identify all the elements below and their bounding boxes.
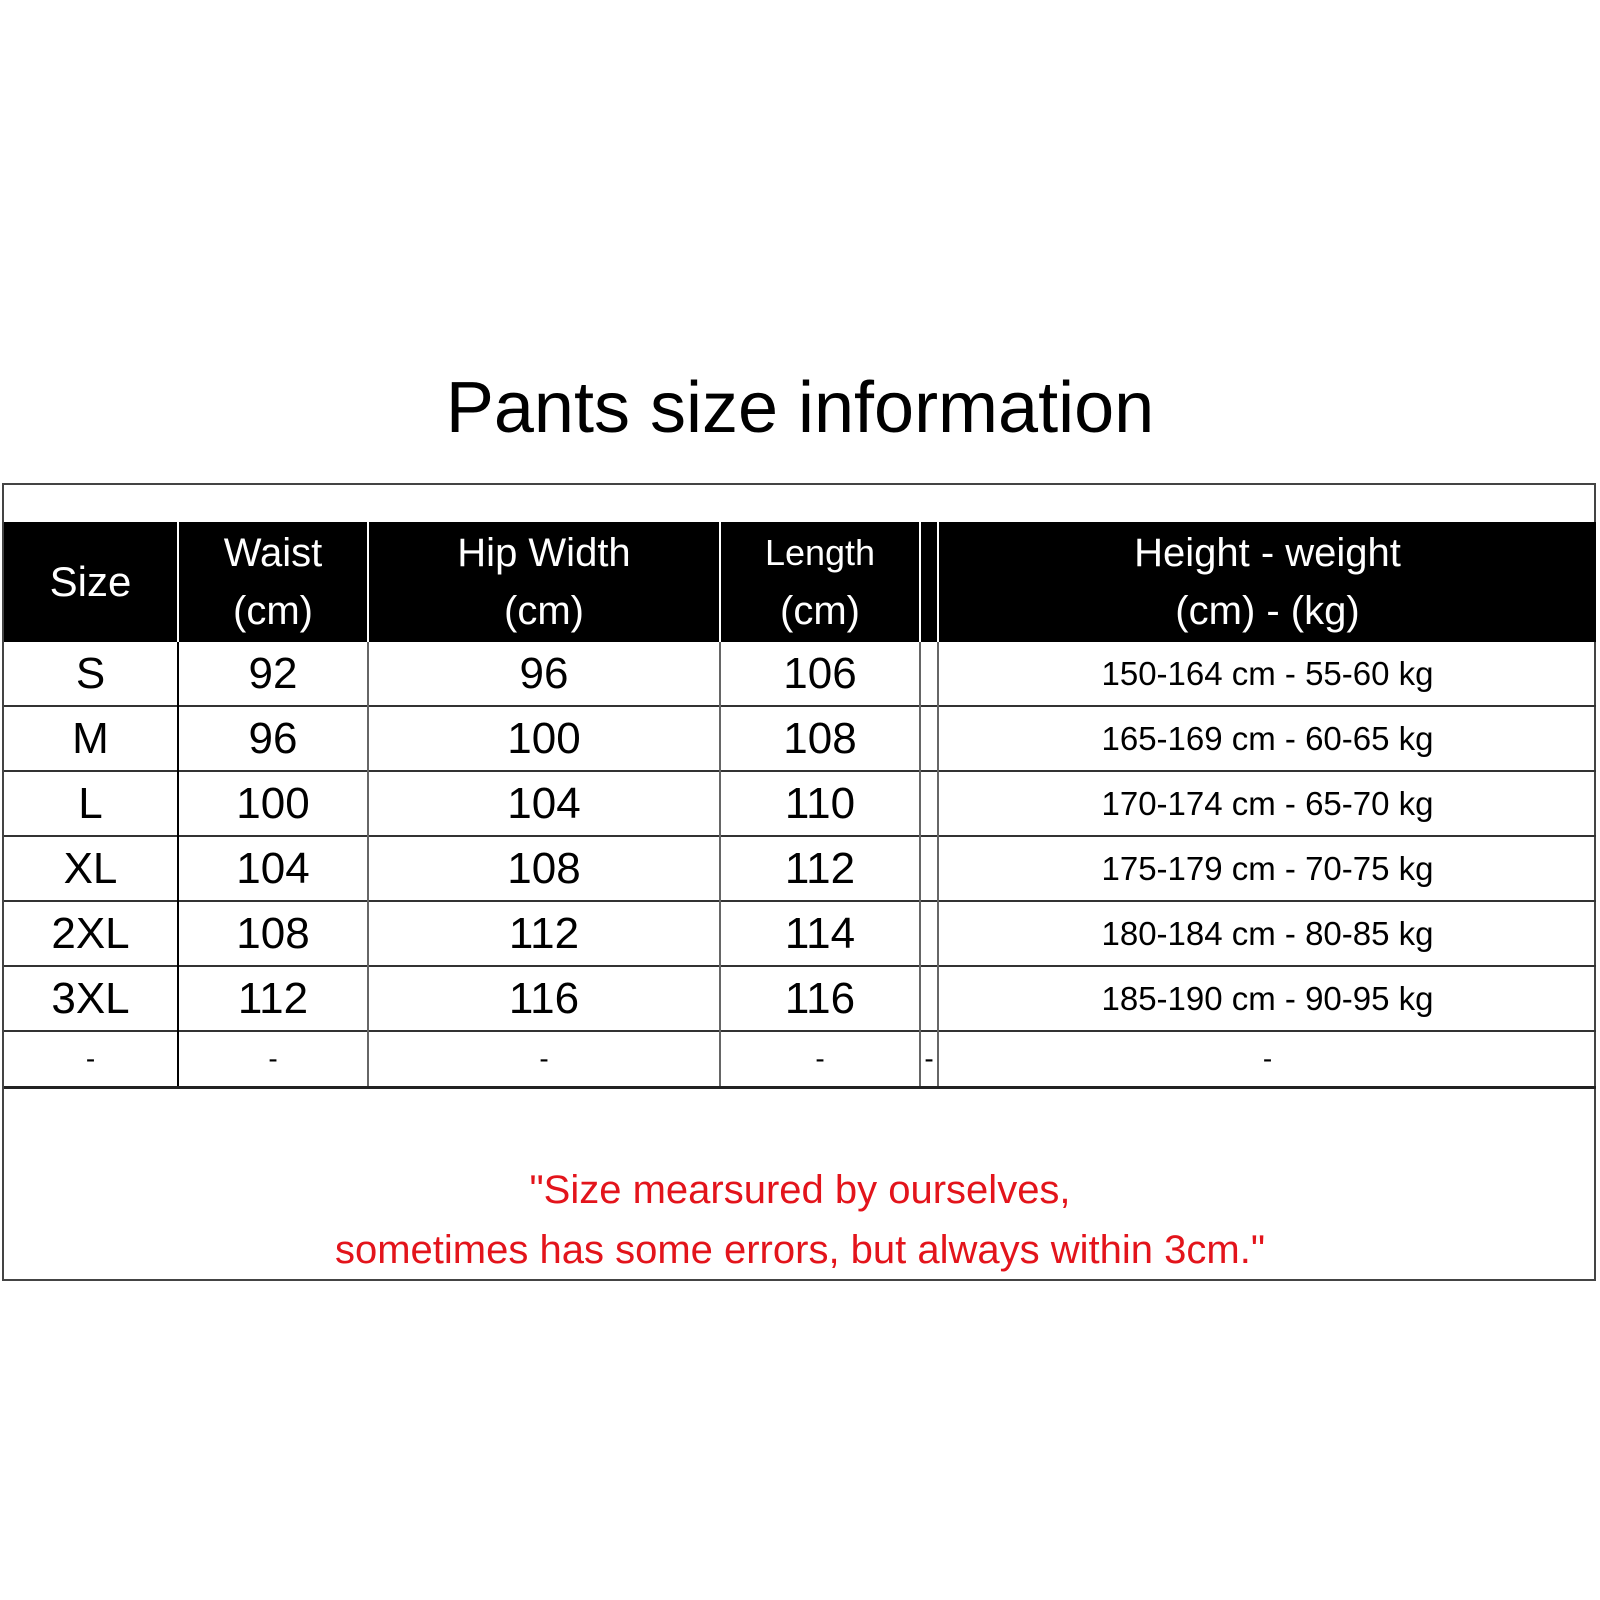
cell-hip: 104: [368, 771, 720, 836]
cell-waist: 104: [178, 836, 368, 901]
cell-size: 3XL: [4, 966, 178, 1031]
cell-hip: -: [368, 1031, 720, 1088]
cell-waist: 108: [178, 901, 368, 966]
measurement-note: [0, 1160, 1600, 1280]
size-table: [4, 522, 1596, 1089]
table-row: [4, 771, 1596, 836]
header-waist-label: Waist: [223, 531, 323, 575]
header-hip: [368, 522, 720, 642]
cell-size: -: [4, 1031, 178, 1088]
cell-length: -: [720, 1031, 920, 1088]
table-row: [4, 836, 1596, 901]
table-row: [4, 901, 1596, 966]
header-size: [4, 522, 178, 642]
cell-separator: [920, 901, 938, 966]
cell-length: 106: [720, 642, 920, 706]
header-waist-unit: (cm): [233, 589, 313, 633]
cell-height-weight: 180-184 cm - 80-85 kg: [938, 901, 1596, 966]
header-height-weight: [938, 522, 1596, 642]
cell-size: XL: [4, 836, 178, 901]
cell-waist: 96: [178, 706, 368, 771]
table-row: [4, 642, 1596, 706]
cell-waist: 92: [178, 642, 368, 706]
header-hip-unit: (cm): [504, 589, 584, 633]
header-length-label: Length: [764, 532, 876, 573]
cell-separator: [920, 706, 938, 771]
cell-hip: 100: [368, 706, 720, 771]
cell-hip: 112: [368, 901, 720, 966]
cell-size: M: [4, 706, 178, 771]
cell-height-weight: 185-190 cm - 90-95 kg: [938, 966, 1596, 1031]
cell-hip: 116: [368, 966, 720, 1031]
cell-length: 108: [720, 706, 920, 771]
cell-height-weight: 150-164 cm - 55-60 kg: [938, 642, 1596, 706]
cell-length: 114: [720, 901, 920, 966]
cell-length: 112: [720, 836, 920, 901]
cell-length: 110: [720, 771, 920, 836]
header-height-weight-unit: (cm) - (kg): [1175, 589, 1360, 633]
table-row: [4, 966, 1596, 1031]
cell-size: L: [4, 771, 178, 836]
cell-waist: 100: [178, 771, 368, 836]
table-header: [4, 522, 1596, 642]
cell-height-weight: 165-169 cm - 60-65 kg: [938, 706, 1596, 771]
header-size-label: Size: [49, 558, 132, 605]
cell-height-weight: 175-179 cm - 70-75 kg: [938, 836, 1596, 901]
cell-separator: -: [920, 1031, 938, 1088]
cell-size: 2XL: [4, 901, 178, 966]
cell-height-weight: 170-174 cm - 65-70 kg: [938, 771, 1596, 836]
cell-waist: -: [178, 1031, 368, 1088]
cell-length: 116: [720, 966, 920, 1031]
cell-separator: [920, 836, 938, 901]
cell-size: S: [4, 642, 178, 706]
header-length-unit: (cm): [780, 589, 860, 633]
table-body: [4, 642, 1596, 1088]
header-height-weight-label: Height - weight: [1134, 531, 1401, 575]
table-row: [4, 1031, 1596, 1088]
header-separator: [920, 522, 938, 642]
cell-hip: 108: [368, 836, 720, 901]
cell-waist: 112: [178, 966, 368, 1031]
header-hip-label: Hip Width: [457, 531, 631, 575]
cell-separator: [920, 771, 938, 836]
header-waist: [178, 522, 368, 642]
cell-separator: [920, 966, 938, 1031]
note-line-2: sometimes has some errors, but always within 3cm.": [334, 1228, 1266, 1272]
header-length: [720, 522, 920, 642]
page-title: Pants size information: [445, 368, 1155, 448]
note-line-1: "Size mearsured by ourselves,: [529, 1168, 1071, 1212]
cell-height-weight: -: [938, 1031, 1596, 1088]
cell-hip: 96: [368, 642, 720, 706]
cell-separator: [920, 642, 938, 706]
table-row: [4, 706, 1596, 771]
